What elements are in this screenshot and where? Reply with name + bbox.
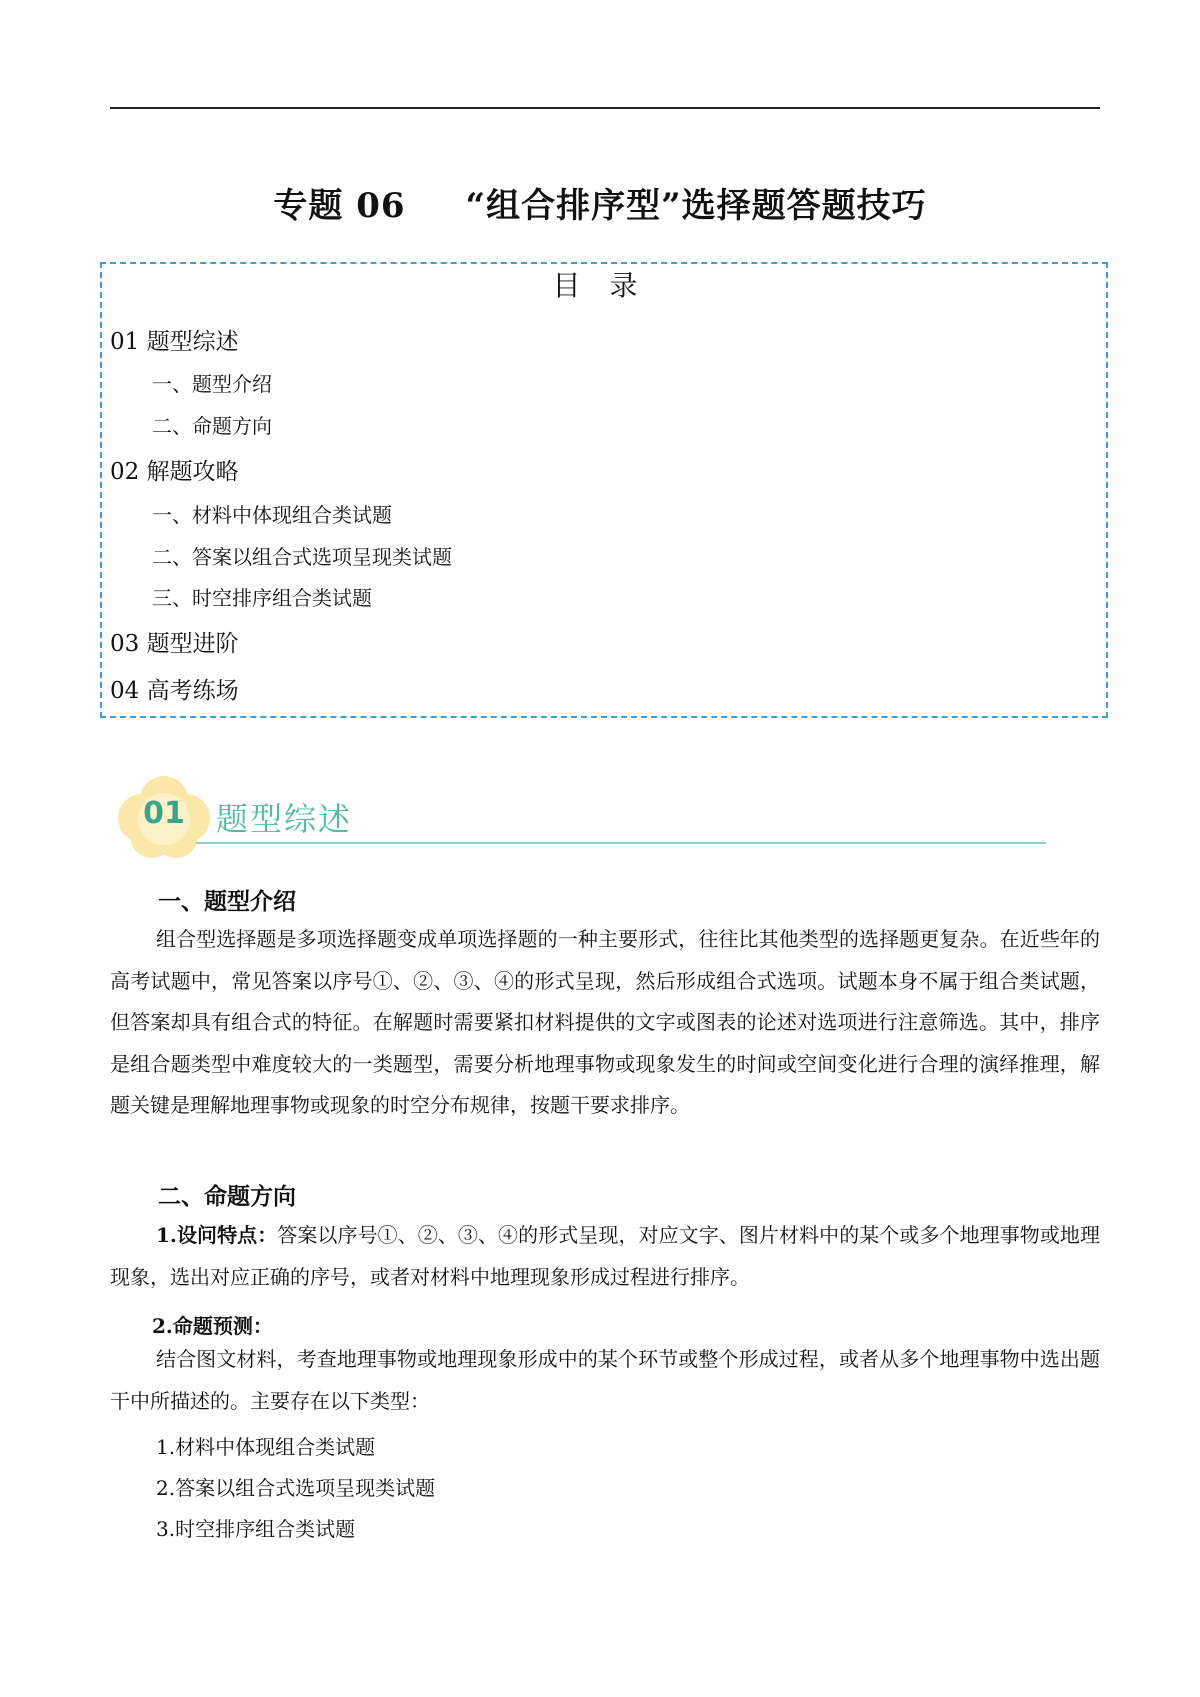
section-title: 题型综述 [216, 800, 353, 838]
type-item-1: 1.材料中体现组合类试题 [156, 1435, 376, 1459]
toc-item-01-1[interactable]: 一、题型介绍 [152, 372, 272, 396]
type-item-3: 3.时空排序组合类试题 [156, 1517, 356, 1541]
toc-item-02-2[interactable]: 二、答案以组合式选项呈现类试题 [152, 545, 452, 569]
point2-label: 2.命题预测： [152, 1314, 273, 1338]
toc-heading: 目 录 [552, 269, 648, 302]
header-rule [110, 107, 1100, 109]
intro-paragraph: 组合型选择题是多项选择题变成单项选择题的一种主要形式，往往比其他类型的选择题更复杂。在近些年的高考试题中，常见答案以序号①、②、③、④的形式呈现，然后形成组合式选项。试题本身不属于组合类试题，但答案却具有组合式的特征。在解题时需要紧扣材料提供的文字或图表的论述对选项进行注意筛选。其中，排序是组合题类型中难度较大的一类题型，需要分析地理事物或现象发生的时间或空间变化进行合理的演绎推理，解题关键是理解地理事物或现象的时空分布规律，按题干要求排序。 [110, 927, 1100, 1117]
heading-question-direction: 二、命题方向 [158, 1183, 296, 1210]
point1-label: 1.设问特点： [156, 1223, 278, 1247]
toc-item-02[interactable]: 02 解题攻略 [110, 459, 239, 485]
toc-item-03[interactable]: 03 题型进阶 [110, 631, 239, 657]
point2-text: 结合图文材料，考查地理事物或地理现象形成中的某个环节或整个形成过程，或者从多个地理事物中选出题干中所描述的。主要存在以下类型： [110, 1347, 1100, 1413]
type-item-2: 2.答案以组合式选项呈现类试题 [156, 1476, 436, 1500]
toc-item-04[interactable]: 04 高考练场 [110, 678, 239, 704]
section-number: 01 [143, 796, 185, 831]
point1-text: 答案以序号①、②、③、④的形式呈现，对应文字、图片材料中的某个或多个地理事物或地理现象，选出对应正确的序号，或者对材料中地理现象形成过程进行排序。 [110, 1223, 1101, 1289]
section-banner [116, 772, 1036, 862]
toc-item-02-1[interactable]: 一、材料中体现组合类试题 [152, 503, 392, 527]
title-prefix: 专题 06 [273, 186, 406, 226]
document-title [0, 178, 1200, 227]
section-underline [196, 842, 1046, 844]
point-question-features [110, 1215, 1100, 1298]
table-of-contents [100, 262, 1108, 718]
heading-question-type-intro: 一、题型介绍 [158, 888, 296, 915]
toc-item-02-3[interactable]: 三、时空排序组合类试题 [152, 586, 372, 610]
title-main: “组合排序型”选择题答题技巧 [465, 186, 927, 226]
toc-item-01-2[interactable]: 二、命题方向 [152, 414, 272, 438]
toc-item-01[interactable]: 01 题型综述 [110, 329, 239, 355]
